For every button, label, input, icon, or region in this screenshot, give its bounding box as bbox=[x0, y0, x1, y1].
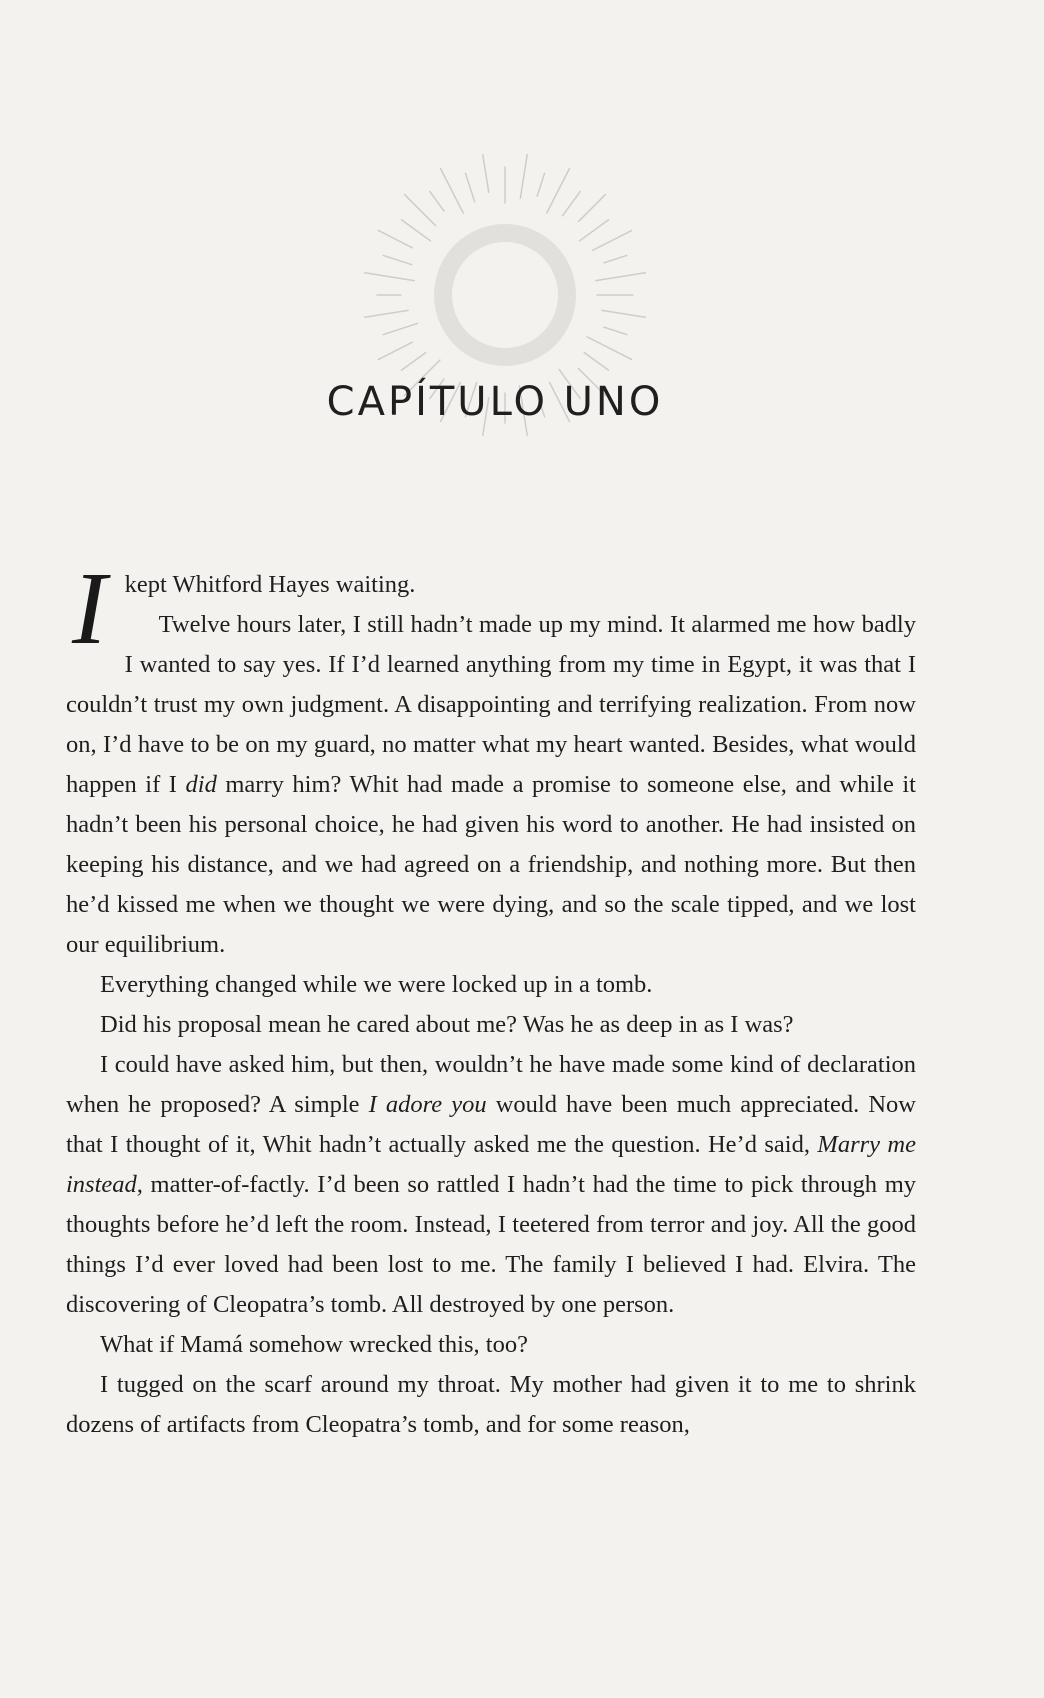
paragraph-1-emphasis: did bbox=[185, 771, 217, 798]
paragraph-4-emphasis-2: Marry me instead, bbox=[66, 1131, 916, 1198]
sun-ray bbox=[378, 342, 412, 359]
sun-ray bbox=[592, 231, 631, 251]
sun-ray bbox=[465, 173, 474, 202]
sun-ray bbox=[584, 353, 608, 371]
paragraph-6: I tugged on the scarf around my throat. My mother had given it to me to shrink dozens of artifacts from Cleopatra’s tomb, and for some reason, bbox=[66, 1371, 916, 1438]
sun-ray bbox=[596, 273, 645, 281]
sun-ray bbox=[547, 168, 570, 213]
sun-ray bbox=[483, 155, 489, 193]
opening-paragraph bbox=[66, 551, 916, 965]
sun-ray bbox=[579, 195, 606, 222]
sun-ray bbox=[378, 231, 412, 248]
sun-ray bbox=[365, 273, 414, 281]
sun-ray bbox=[401, 353, 425, 371]
paragraph-4-emphasis-1: I adore you bbox=[368, 1091, 487, 1118]
sun-ray bbox=[430, 191, 444, 210]
sun-ray bbox=[602, 310, 645, 317]
sun-ray bbox=[383, 323, 417, 334]
chapter-title: CAPÍTULO UNO bbox=[326, 378, 664, 425]
sun-ray bbox=[537, 173, 544, 196]
sun-ray bbox=[579, 220, 608, 241]
paragraph-1-text-a: Twelve hours later, I still hadn’t made up my mind. It alarmed me how badly I wanted to say yes. If I’d learned anything from my time in Egypt, it was that I couldn’t trust my own judgment. A disappointing and terrifying realization. From now on, I’d have to be on my guard, no matter what my heart wanted. Besides, what would happen if I bbox=[66, 611, 916, 798]
paragraph-5: What if Mamá somehow wrecked this, too? bbox=[100, 1331, 528, 1358]
paragraph-4-text-b: would have been much appreciated. Now that I thought of it, Whit hadn’t actually asked me the question. He’d said, bbox=[66, 1091, 916, 1158]
sun-ray bbox=[365, 310, 408, 317]
sun-ray bbox=[401, 220, 430, 241]
sun-ray bbox=[441, 168, 464, 213]
opening-line: kept Whitford Hayes waiting. bbox=[124, 571, 416, 598]
sun-ray bbox=[520, 155, 527, 198]
paragraph-2: Everything changed while we were locked up in a tomb. bbox=[100, 971, 653, 998]
paragraph-4 bbox=[66, 1045, 916, 1325]
paragraph-1-text-b: marry him? Whit had made a promise to someone else, and while it hadn’t been his personal choice, he had given his word to another. He had insisted on keeping his distance, and we had agreed on a friendship, and nothing more. But then he’d kissed me when we thought we were dying, and so the scale tipped, and we lost our equilibrium. bbox=[66, 771, 916, 958]
paragraph-4-text-a: I could have asked him, but then, wouldn’t he have made some kind of declaration when he proposed? A simple bbox=[66, 1051, 916, 1118]
drop-cap: I bbox=[72, 551, 107, 666]
sun-ray bbox=[604, 327, 627, 334]
chapter-body bbox=[66, 551, 916, 1445]
paragraph-3: Did his proposal mean he cared about me? Was he as deep in as I was? bbox=[100, 1011, 794, 1038]
paragraph-1 bbox=[66, 605, 916, 965]
paragraph-4-text-c: matter-of-factly. I’d been so rattled I hadn’t had the time to pick through my thoughts before he’d left the room. Instead, I teetered from terror and joy. All the good things I’d ever loved had been lost to me. The family I believed I had. Elvira. The discovering of Cleopatra’s tomb. All destroyed by one person. bbox=[66, 1171, 916, 1318]
sun-ray bbox=[604, 255, 627, 262]
sun-ray bbox=[383, 255, 412, 264]
sun-ray bbox=[563, 191, 581, 215]
sun-ray bbox=[587, 337, 632, 360]
sun-ray bbox=[405, 195, 436, 226]
